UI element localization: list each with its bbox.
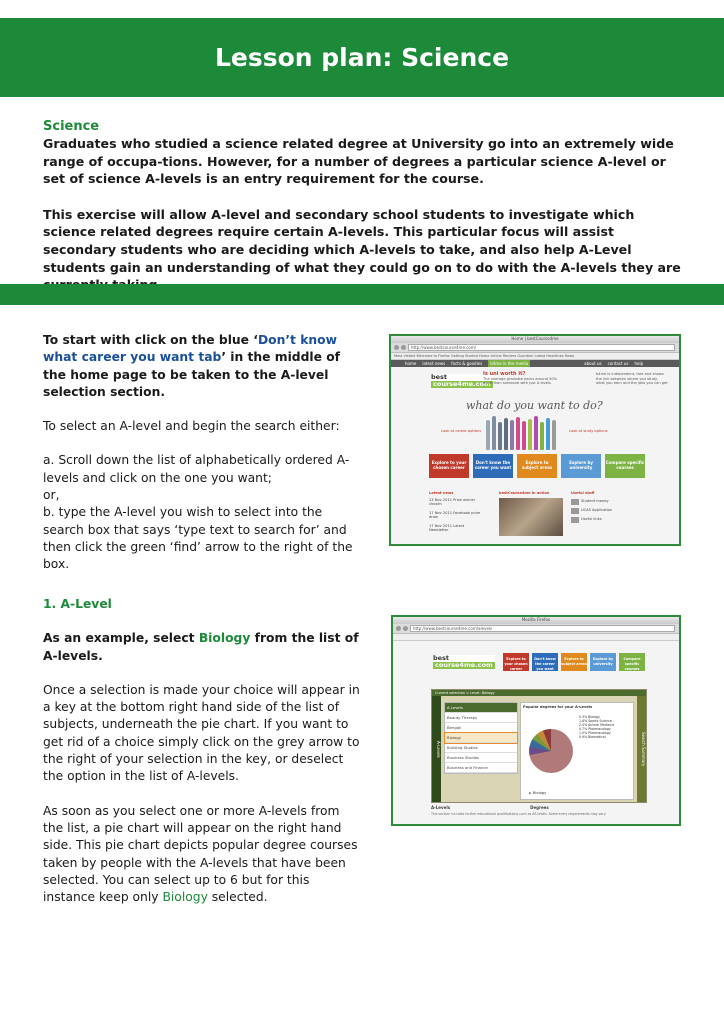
intro-paragraph-1: Graduates who studied a science related degree at University go into an extremely wide range of occupa-tions. However, for a number of degrees a particular science A-level or set of science A-levels is an entry requirement for the course.: [43, 136, 674, 187]
side-strip-right: Search Summary: [637, 696, 646, 802]
homepage-tiles: [429, 454, 645, 478]
para2-subject: Biology: [162, 890, 208, 905]
result-columns: [431, 805, 549, 810]
forward-icon: [401, 345, 406, 350]
career-options-link: Look at career options: [441, 429, 482, 433]
list-item[interactable]: Beauty Therapy: [445, 713, 517, 723]
list-header: A Levels: [445, 703, 517, 713]
tile-subject-areas: Explore to subject areas: [517, 454, 557, 478]
list-item[interactable]: Bengali: [445, 723, 517, 733]
back-icon: [396, 626, 401, 631]
tile-university: Explore by university: [590, 653, 616, 671]
action-title-text: bestCourse4me in action: [499, 491, 550, 495]
tile-university: Explore by university: [561, 454, 601, 478]
tile-compare-courses: Compare specific courses: [605, 454, 645, 478]
news-item: 23 Nov 2011 Prize winner chosen: [429, 497, 476, 506]
footnote-text: This section includes further educational qualifications such as AS levels. Some entry requirements may vary.: [431, 812, 607, 816]
option-or: or,: [43, 488, 60, 503]
site-nav: [391, 360, 679, 367]
pie-legend: [579, 715, 614, 739]
alevel-list: [444, 702, 518, 774]
list-item[interactable]: Business Studies: [445, 753, 517, 763]
alevel-instructions: [43, 596, 361, 906]
start-lead: [43, 332, 361, 401]
alevel-heading: 1. A-Level: [43, 597, 112, 611]
tile-chosen-career: Explore to your chosen career: [429, 454, 469, 478]
window-title: Home | bestCourse4me: [391, 336, 679, 343]
intro-section: [43, 118, 683, 294]
url-bar: http://www.bestcourse4me.com/: [408, 344, 675, 351]
divider-band: [0, 284, 724, 305]
para2-end: selected.: [207, 890, 268, 905]
tile-dont-know-career: Don't know the career you want: [532, 653, 558, 671]
news-title: Latest news: [429, 491, 454, 495]
useful-item: UCAS Application: [581, 508, 613, 513]
site-logo: [433, 655, 495, 669]
bookmarks-bar: Most Visited Welcome to Firefox Getting Started Home Article Reuters Guardian Latest Headlines News: [391, 353, 679, 360]
useful-item: Useful links: [581, 517, 602, 522]
alevel-example: [43, 630, 361, 665]
nav-item: help: [634, 361, 644, 366]
people-illustration: [486, 416, 556, 450]
nav-item: home: [405, 361, 417, 366]
tile-subject-areas: Explore to subject areas: [561, 653, 587, 671]
worth-it-box: [483, 372, 563, 386]
nav-item: about us: [584, 361, 602, 366]
nav-item: facts & goodies: [451, 361, 483, 366]
alevel-page-tiles: [503, 653, 645, 671]
start-lead-text-2: ’ in the middle of the home page to be taken to the A-level selection section.: [43, 350, 341, 399]
legend-item: 1.6% Sports Science: [579, 719, 612, 723]
tile-chosen-career: Explore to your chosen career: [503, 653, 529, 671]
action-title: [499, 491, 549, 496]
alevel-screenshot: [391, 615, 681, 826]
forward-icon: [403, 626, 408, 631]
window-title: Mozilla Firefox: [393, 617, 679, 624]
alevel-paragraph-2: [43, 803, 361, 907]
action-photo: [499, 498, 563, 536]
useful-title: Useful stuff: [571, 491, 595, 495]
column-heading: Degrees: [530, 805, 549, 810]
start-lead-text-1: To start with click on the blue ‘: [43, 333, 258, 347]
logo-course-text: course4me.com: [433, 380, 491, 388]
alevel-filter-panel: [431, 689, 647, 803]
example-text-1: As an example, select: [43, 631, 199, 646]
option-b: b. type the A-level you wish to select into the search box that says ‘type text to search for’ and then click the green ‘find’ arrow to the right of the box.: [43, 505, 353, 572]
alevel-paragraph-1: Once a selection is made your choice will appear in a key at the bottom right hand side of the list of subjects, underneath the pie chart. If you want to get rid of a choice simply click on the grey arrow to the right of your selection in the key, or deselect the option in the list of A-levels.: [43, 682, 360, 784]
logo-best-text: best: [431, 373, 448, 381]
legend-item: 0.9% Biomedical: [579, 735, 606, 739]
legend-item: 2.4% Animal Medicine: [579, 723, 615, 727]
list-item-selected[interactable]: Biology: [445, 733, 517, 743]
worth-text: The average graduate earns around 50% more than someone with just A levels: [483, 376, 558, 385]
legend-item: 1.0% Pharmacology: [579, 731, 611, 735]
start-instructions: [43, 332, 361, 574]
useful-thumb-icon: [571, 499, 579, 505]
useful-thumb-icon: [571, 517, 579, 523]
career-tab-link[interactable]: Don’t know what career you want tab: [43, 333, 337, 365]
tile-compare-courses: Compare specific courses: [619, 653, 645, 671]
homepage-screenshot: [389, 334, 681, 546]
science-heading: Science: [43, 119, 100, 134]
about-box: b4me is independent, free and shows the link between where you study, what you earn and the jobs you can get: [596, 372, 668, 385]
remove-arrow-icon[interactable]: ▶: [529, 791, 532, 795]
para2-text: As soon as you select one or more A-levels from the list, a pie chart will appear on the right hand side. This pie chart depicts popular degree courses taken by people with the A-levels that have been selected. You can select up to 6 but for this instance keep only: [43, 803, 358, 905]
useful-item: Student money: [581, 499, 609, 504]
useful-thumb-icon: [571, 508, 579, 514]
key-label: Biology: [532, 791, 547, 795]
browser-toolbar: [391, 343, 679, 353]
what-do-you-want-heading: what do you want to do?: [466, 399, 603, 412]
nav-item: b4me in the media: [490, 361, 529, 366]
nav-item: contact us: [607, 361, 629, 366]
pie-chart-area: [520, 702, 634, 800]
legend-title: Popular degrees for your A-Levels: [523, 705, 593, 709]
logo-best-text: best: [433, 654, 450, 662]
example-text-2: from the list of A-levels.: [43, 631, 359, 663]
selection-key: [529, 791, 546, 795]
latest-news: [429, 491, 481, 533]
intro-paragraph-2: This exercise will allow A-level and secondary school students to investigate which science related degrees require certain A-levels. This particular focus will assist secondary students who are deciding which A-levels to take, and also help A-Level students gain an understanding of what they could go on to do with the A-levels they are: [43, 206, 681, 275]
worth-title: Is uni worth it?: [483, 371, 526, 377]
bookmarks-bar: [393, 634, 679, 641]
legend-item: 0.3% Biology: [579, 715, 600, 719]
news-item: 17 Nov 2011 Facebook prize draw: [429, 510, 481, 519]
news-item: 17 Nov 2011 Latest Newsletter: [429, 523, 465, 532]
page-title: Lesson plan: Science: [214, 43, 510, 72]
useful-stuff: [571, 491, 612, 523]
header-band: [0, 18, 724, 97]
select-intro: To select an A-level and begin the search either:: [43, 419, 340, 434]
example-subject: Biology: [198, 631, 251, 646]
nav-item: latest news: [422, 361, 446, 366]
study-options-link: Look at study options: [569, 429, 608, 433]
list-item[interactable]: Business and Finance: [445, 763, 517, 773]
side-strip-left: A-Levels: [432, 696, 441, 802]
column-heading: A-Levels: [431, 805, 451, 810]
tile-dont-know-career: Don't know the career you want: [473, 454, 513, 478]
degree-pie-chart: [529, 729, 573, 773]
legend-item: 0.7% Pharmacology: [579, 727, 611, 731]
list-item[interactable]: Building Studies: [445, 743, 517, 753]
logo-course-text: course4me.com: [435, 661, 493, 669]
panel-title: Current selection > Level: Biology: [432, 690, 646, 696]
browser-toolbar: [393, 624, 679, 634]
option-a: a. Scroll down the list of alphabetically ordered A-levels and click on the one you want;: [43, 453, 350, 485]
back-icon: [394, 345, 399, 350]
url-bar: http://www.bestcourse4me.com/alevels: [410, 625, 675, 632]
